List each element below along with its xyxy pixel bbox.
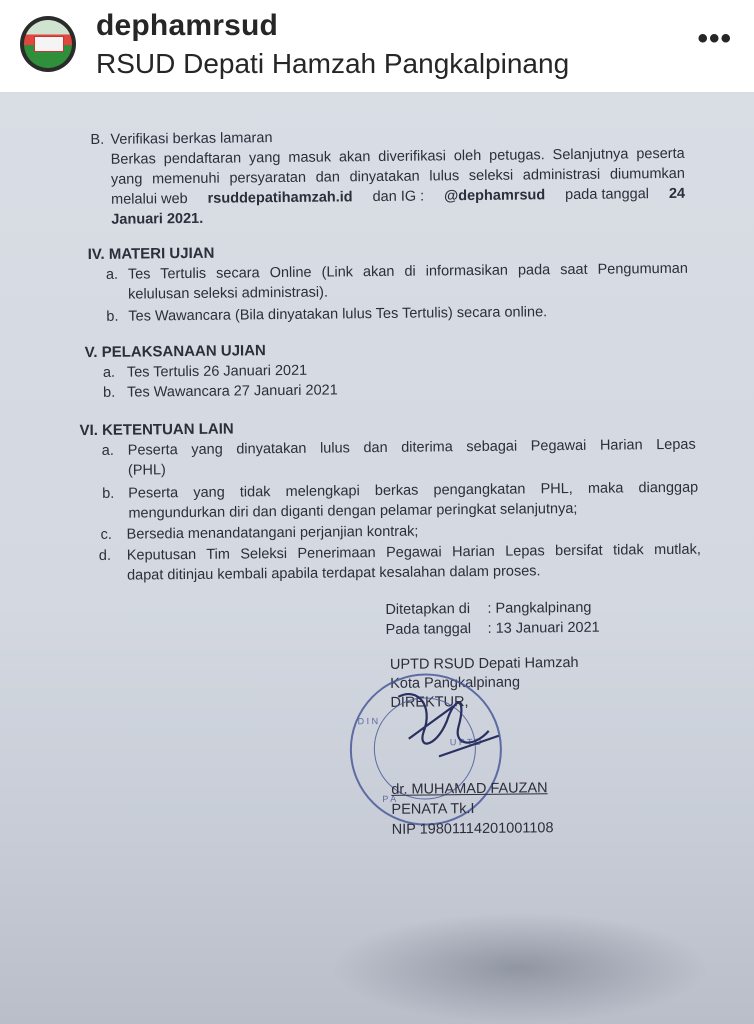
ditetapkan-value: : Pangkalpinang — [487, 599, 592, 617]
b-title: Verifikasi berkas lamaran — [110, 130, 273, 148]
s5-a: Tes Tertulis 26 Januari 2021 — [126, 362, 308, 381]
b-line-3 — [111, 186, 685, 208]
document-page — [0, 92, 754, 1024]
section-v-title: V. PELAKSANAAN UJIAN — [84, 342, 266, 362]
ditetapkan-label: Ditetapkan di — [385, 601, 471, 618]
signature-icon — [378, 676, 509, 767]
item-label: B. — [90, 131, 105, 149]
b-line-3a: melalui web — [111, 190, 188, 208]
s6-b-line-2: mengundurkan diri dan diganti dengan pelamar peringkat selanjutnya; — [128, 500, 578, 522]
b-line-3c: dan IG : — [372, 188, 425, 206]
s6-a-line-2: (PHL) — [127, 462, 166, 479]
tanggal-label: Pada tanggal — [385, 621, 472, 638]
hospital-logo-icon — [24, 20, 72, 68]
tanggal-value: : 13 Januari 2021 — [487, 619, 600, 637]
s6-d-line-2: dapat ditinjau kembali apabila terdapat kesalahan dalam proses. — [126, 563, 541, 584]
item-label: c. — [100, 526, 112, 543]
s6-b-line-1: Peserta yang tidak melengkapi berkas pengangkatan PHL, maka dianggap — [128, 479, 699, 502]
instagram-handle: @dephamrsud — [443, 187, 546, 205]
s4-a-line-2: kelulusan seleksi administrasi). — [128, 284, 329, 303]
s6-d-line-1: Keputusan Tim Seleksi Penerimaan Pegawai Harian Lepas bersifat tidak mutlak, — [126, 541, 701, 564]
profile-avatar[interactable] — [20, 16, 76, 72]
location-tag[interactable]: RSUD Depati Hamzah Pangkalpinang — [96, 48, 570, 79]
item-label: a. — [105, 266, 119, 283]
org-line-3: DIREKTUR, — [390, 694, 469, 711]
item-label: d. — [98, 547, 112, 564]
s6-a-line-1: Peserta yang dinyatakan lulus dan diterima sebagai Pegawai Harian Lepas — [127, 436, 696, 459]
s4-b: Tes Wawancara (Bila dinyatakan lulus Tes Tertulis) secara online. — [128, 304, 548, 325]
signatory-nip: NIP 19801114201001108 — [391, 820, 554, 838]
signatory-rank: PENATA Tk.I — [391, 801, 475, 818]
org-line-2: Kota Pangkalpinang — [390, 674, 521, 692]
item-label: a. — [102, 364, 116, 381]
item-label: b. — [106, 308, 119, 325]
s4-a-line-1: Tes Tertulis secara Online (Link akan di informasikan pada saat Pengumuman — [127, 260, 688, 283]
s5-b: Tes Wawancara 27 Januari 2021 — [127, 382, 338, 401]
b-line-3e: pada tanggal — [565, 186, 650, 204]
section-iv-title: IV. MATERI UJIAN — [87, 244, 215, 264]
org-line-1: UPTD RSUD Depati Hamzah — [389, 654, 579, 673]
b-line-1: Berkas pendaftaran yang masuk akan diverifikasi oleh petugas. Selanjutnya peserta — [110, 145, 685, 168]
section-vi-title: VI. KETENTUAN LAIN — [79, 420, 234, 440]
username[interactable]: dephamrsud — [96, 9, 279, 42]
more-horizontal-icon[interactable]: ••• — [697, 22, 732, 55]
post-header — [0, 0, 754, 92]
official-stamp-icon: D I N U P T D P A — [349, 673, 503, 827]
website-text: rsuddepatihamzah.id — [207, 189, 353, 207]
signatory-name: dr. MUHAMAD FAUZAN — [391, 780, 548, 798]
b-line-2: yang memenuhi persyaratan dan dinyatakan lulus seleksi administrasi diumumkan — [110, 165, 685, 188]
item-label: b. — [102, 485, 115, 502]
post-photo — [0, 92, 754, 1024]
item-label: b. — [103, 384, 116, 401]
b-line-4: Januari 2021. — [111, 210, 204, 228]
s6-c: Bersedia menandatangani perjanjian kontrak; — [126, 523, 419, 543]
b-line-3f: 24 — [668, 185, 686, 202]
item-label: a. — [101, 442, 114, 459]
